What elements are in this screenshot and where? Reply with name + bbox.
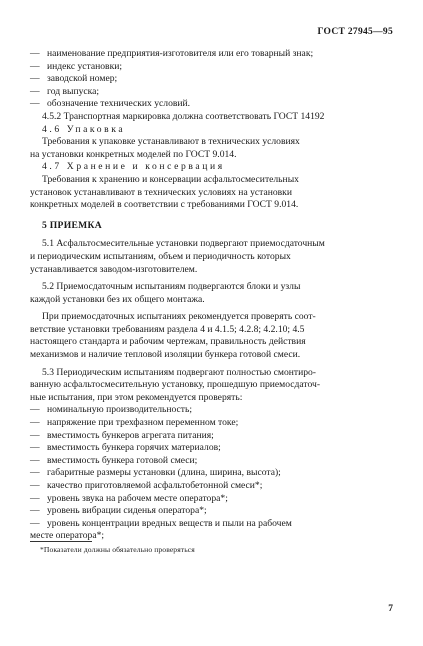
list-item: — обозначение технических условий. [30,98,191,110]
paragraph-5-2b-line: механизмов и наличие тепловой изоляции бункера готовой смеси. [30,349,301,361]
section-title-5: 5 ПРИЕМКА [42,219,103,231]
heading-4-7: 4.7 Хранение и консервация [42,161,225,173]
list-item: — уровень звука на рабочем месте оператора*; [30,492,228,504]
list-item: — вместимость бункера горячих материалов; [30,442,221,454]
list-item: — год выпуска; [30,85,100,97]
test-checklist [30,404,396,543]
footnote: *Показатели должны обязательно проверяться [40,545,195,554]
footnote-divider [30,541,92,542]
paragraph-4-6-line: Требования к упаковке устанавливают в технических условиях [42,136,300,148]
paragraph-5-2b-line: настоящего стандарта и рабочим чертежам, правильность действия [30,336,306,348]
list-item: — наименование предприятия-изготовителя или его товарный знак; [30,48,314,59]
standard-header: ГОСТ 27945—95 [317,27,393,37]
list-item: — уровень концентрации вредных веществ и пыли на рабочем [30,517,292,529]
paragraph-5-2-line: каждой установки без их общего монтажа. [30,293,205,305]
paragraph-5-1-line: и периодическим испытаниям, объем и периодичность которых [30,250,291,262]
heading-4-6: 4.6 Упаковка [42,123,126,135]
list-item: — напряжение при трехфазном переменном токе; [30,417,239,429]
page-number: 7 [388,604,393,614]
document-body [30,48,396,543]
paragraph-5-3-line: ванную асфальтосмесительную установку, прошедшую приемосдаточ- [30,379,321,391]
list-item: — качество приготовляемой асфальтобетонной смеси*; [30,480,263,491]
list-item: — индекс установки; [30,60,123,72]
paragraph-5-1-line: 5.1 Асфальтосмесительные установки подвергают приемосдаточным [42,238,325,250]
marking-list [30,48,396,111]
paragraph-5-2b-line: ветствие установки требованиям раздела 4 и 4.1.5; 4.2.8; 4.2.10; 4.5 [30,323,305,335]
paragraph-4-5-2: 4.5.2 Транспортная маркировка должна соответствовать ГОСТ 14192 [42,110,325,122]
paragraph-5-3-line: ные испытания, при этом рекомендуется проверять: [30,391,243,403]
list-item: — заводской номер; [30,73,118,85]
paragraph-5-1-line: устанавливается заводом-изготовителем. [30,263,198,275]
list-item: — габаритные размеры установки (длина, ширина, высота); [30,467,281,479]
list-item-continuation: месте оператора*; [30,530,105,542]
list-item: — номинальную производительность; [30,404,193,416]
paragraph-4-7-line: конкретных моделей в соответствии с требованиями ГОСТ 9.014. [30,199,299,211]
list-item: — уровень вибрации сиденья оператора*; [30,505,207,517]
paragraph-5-3-line: 5.3 Периодическим испытаниям подвергают полностью смонтиро- [42,366,316,378]
paragraph-4-7-line: установок устанавливают в технических условиях на установки [30,186,292,198]
paragraph-5-2b-line: При приемосдаточных испытаниях рекомендуется проверять соот- [42,311,316,323]
list-item: — вместимость бункеров агрегата питания; [30,429,214,441]
paragraph-4-6-line: на установки конкретных моделей по ГОСТ 9.014. [30,148,237,160]
paragraph-5-2-line: 5.2 Приемосдаточным испытаниям подвергаются блоки и узлы [42,281,301,293]
list-item: — вместимость бункера готовой смеси; [30,454,198,466]
paragraph-4-7-line: Требования к хранению и консервации асфальтосмесительных [42,173,299,185]
